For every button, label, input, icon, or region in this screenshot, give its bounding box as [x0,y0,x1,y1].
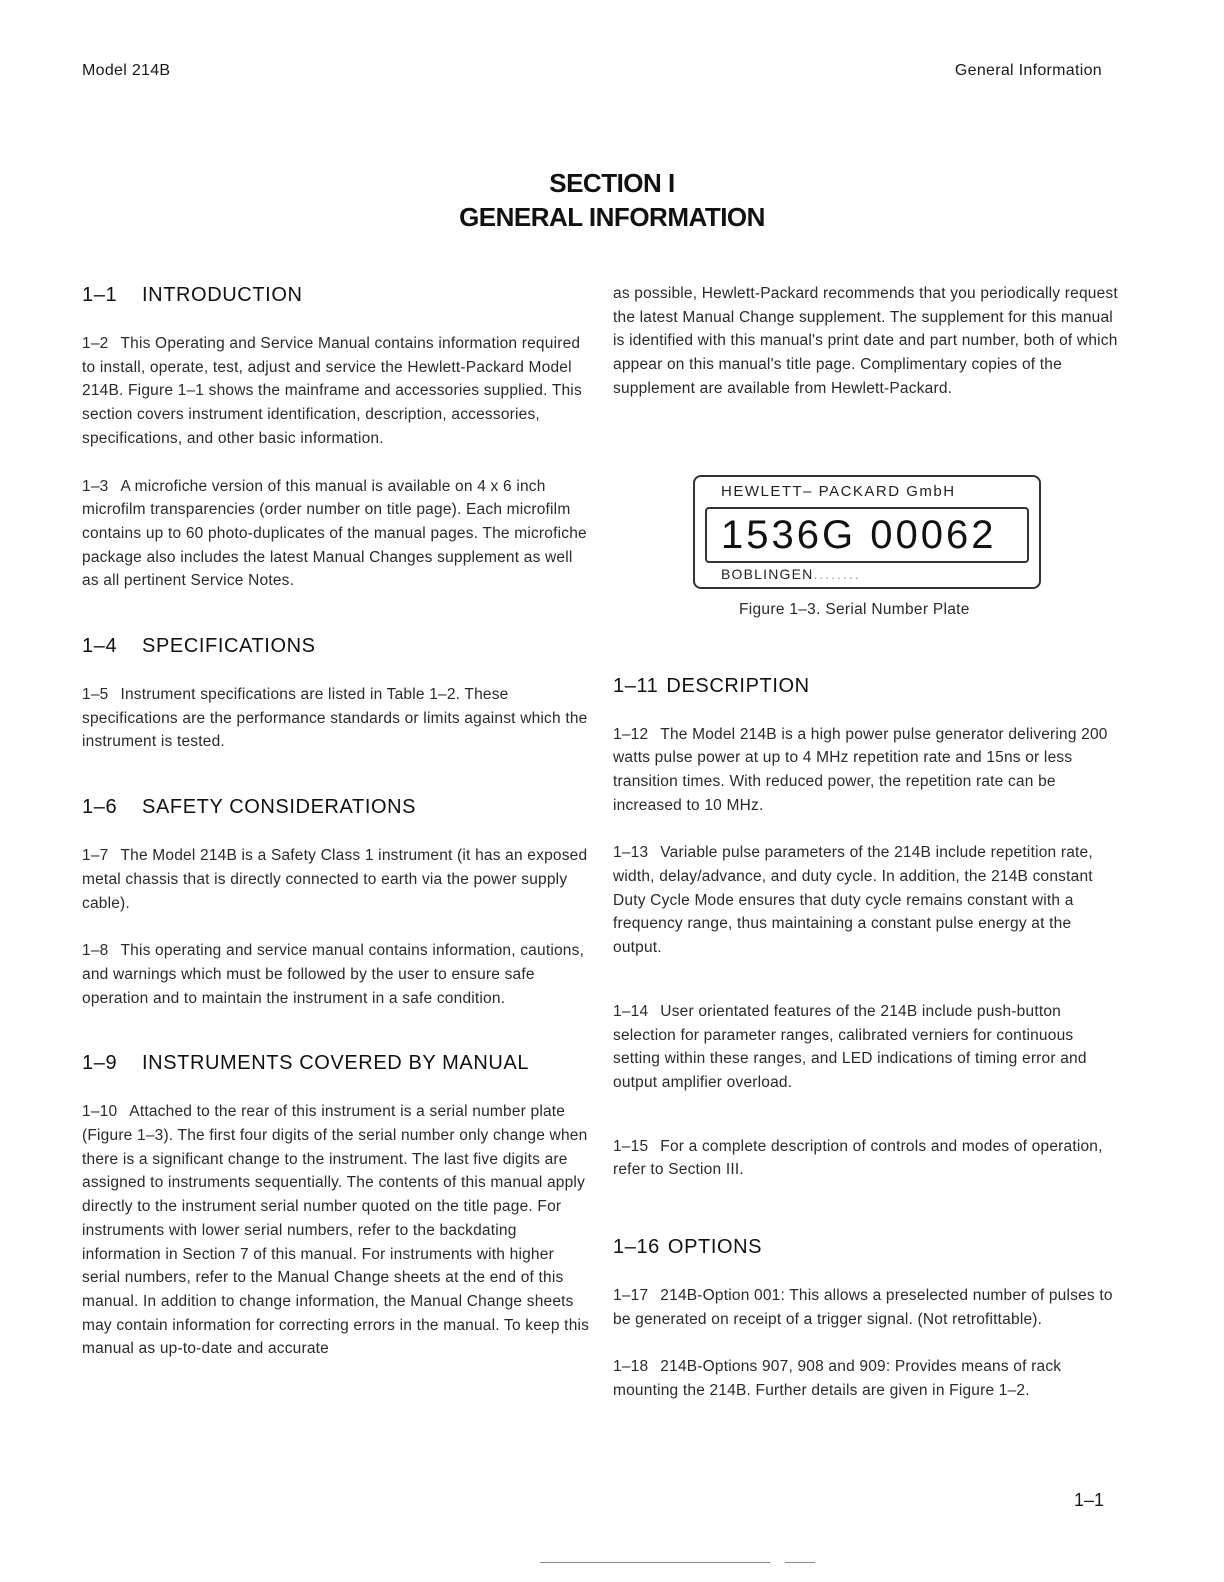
heading-safety-considerations: 1–6 SAFETY CONSIDERATIONS [82,796,417,819]
serial-number-plate [693,475,1041,589]
paragraph-1-8: 1–8 This operating and service manual contains information, cautions, and warnings which must be followed by the user to ensure safe operation and to maintain the instrument in a safe condition. [82,942,585,1007]
paragraph-1-17: 1–17 214B-Option 001: This allows a preselected number of pulses to be generated on receipt of a trigger signal. (Not retrofittable). [613,1287,1113,1328]
scan-edge-line [540,1562,770,1563]
plate-serial-number: 1536G 00062 [705,507,1029,563]
right-column [613,282,1123,1403]
title-line-2: GENERAL INFORMATION [459,202,765,232]
heading-instruments-covered: 1–9 INSTRUMENTS COVERED BY MANUAL [82,1052,530,1075]
paragraph-1-7: 1–7 The Model 214B is a Safety Class 1 instrument (it has an exposed metal chassis that is directly connected to earth via the power supply cable). [82,847,588,912]
paragraph-1-18: 1–18 214B-Options 907, 908 and 909: Provides means of rack mounting the 214B. Further details are given in Figure 1–2. [613,1358,1062,1400]
paragraph-1-2: 1–2 This Operating and Service Manual contains information required to install, operate, test, adjust and service the Hewlett-Packard Model 214B. Figure 1–1 shows the mainframe and accessories supplied. This section covers instrument identification, description, accessories, specifications, and other basic information. [82,335,582,447]
left-column [82,282,592,1361]
paragraph-1-10-continued: as possible, Hewlett-Packard recommends that you periodically request the latest Manual Change supplement. The supplement for this manual is identified with this manual's print date and part number, both of which appear on this manual's title page. Complimentary copies of the supplement are available from Hewlett-Packard. [613,285,1118,397]
paragraph-1-5: 1–5 Instrument specifications are listed in Table 1–2. These specifications are the performance standards or limits against which the instrument is tested. [82,686,588,751]
title-line-1: SECTION I [549,168,675,198]
paragraph-1-14: 1–14 User orientated features of the 214B include push-button selection for parameter ranges, calibrated verniers for continuous setting within these ranges, and LED indications of timing error and output amplifier overload. [613,1002,1087,1091]
heading-description: 1–11 DESCRIPTION [613,674,810,697]
header-model: Model 214B [82,62,171,79]
page-number: 1–1 [1073,1490,1104,1510]
heading-introduction: 1–1 INTRODUCTION [82,284,303,306]
heading-options: 1–16 OPTIONS [613,1236,763,1259]
plate-manufacturer: HEWLETT– PACKARD GmbH [721,482,956,500]
scan-edge-line-short [785,1562,815,1563]
paragraph-1-15: 1–15 For a complete description of controls and modes of operation, refer to Section III. [613,1137,1103,1179]
page-title [0,166,1224,234]
heading-specifications: 1–4 SPECIFICATIONS [82,635,316,658]
paragraph-1-12: 1–12 The Model 214B is a high power pulse generator delivering 200 watts pulse power at up to 4 MHz repetition rate and 15ns or less transition times. With reduced power, the repetition rate can be increased to 10 MHz. [613,725,1108,814]
plate-location: BOBLINGEN........ [721,565,861,582]
paragraph-1-10: 1–10 Attached to the rear of this instrument is a serial number plate (Figure 1–3). The first four digits of the serial number only change when there is a significant change to the instrument. The last five digits are assigned to instruments sequentially. The contents of this manual apply directly to the instrument serial number quoted on the title page. For instruments with lower serial numbers, refer to the backdating information in Section 7 of this manual. For instruments with higher serial numbers, refer to the Manual Change sheets at the end of this manual. In addition to change information, the Manual Change sheets may contain information for correcting errors in the manual. To keep this manual as up-to-date and accurate [82,1103,590,1358]
paragraph-1-13: 1–13 Variable pulse parameters of the 214B include repetition rate, width, delay/advance, and duty cycle. In addition, the 214B constant Duty Cycle Mode ensures that duty cycle remains constant with a frequency range, thus maintaining a constant pulse energy at the output. [613,844,1093,957]
paragraph-1-3: 1–3 A microfiche version of this manual is available on 4 x 6 inch microfilm transparencies (order number on title page). Each microfilm contains up to 60 photo-duplicates of the manual pages. The microfiche package also includes the latest Manual Changes supplement as well as all pertinent Service Notes. [82,477,587,590]
figure-caption: Figure 1–3. Serial Number Plate [739,600,970,618]
header-section-name: General Information [954,62,1102,79]
